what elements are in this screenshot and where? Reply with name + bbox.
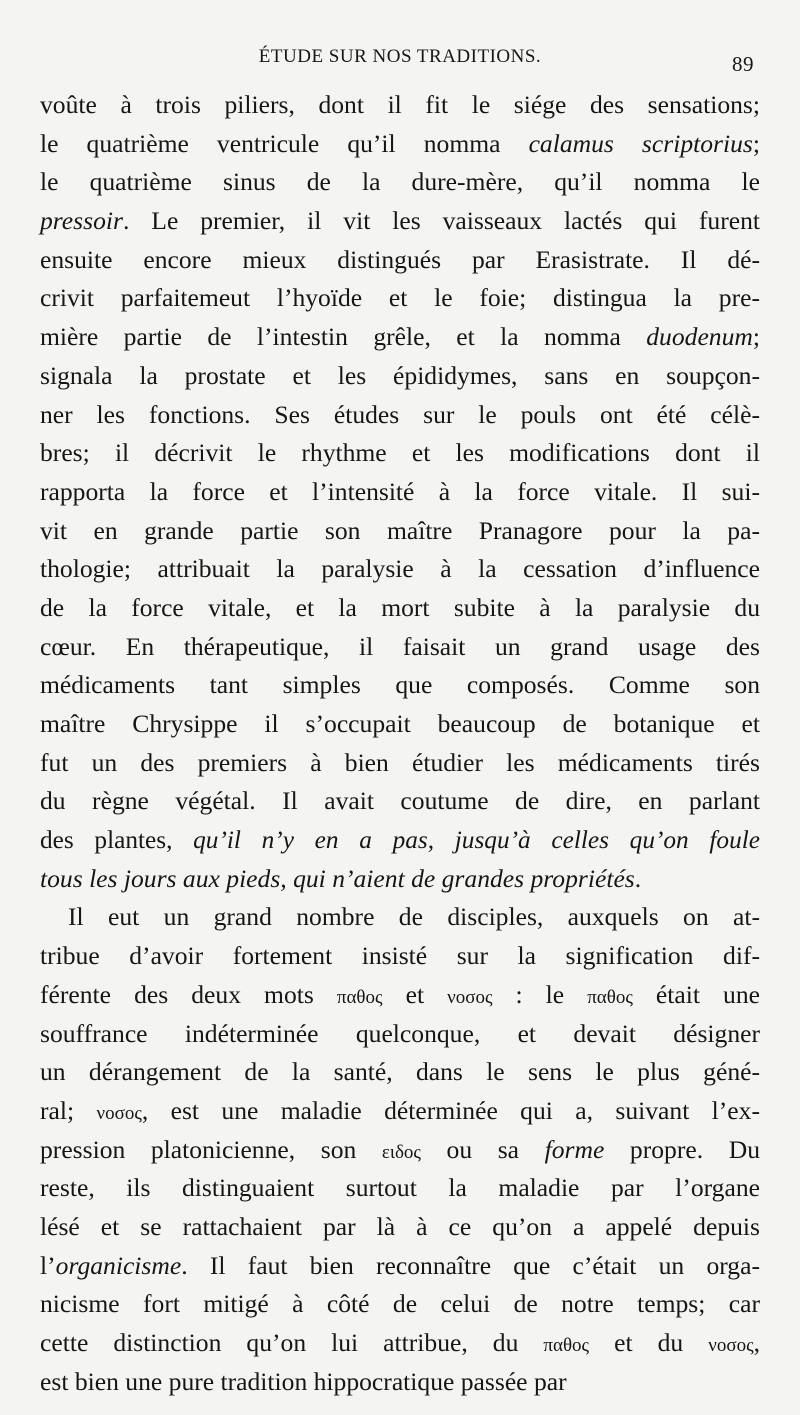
greek-word: ειδος xyxy=(381,1141,421,1163)
italic-text: pressoir xyxy=(40,206,123,236)
text-segment: cette distinction qu’on lui attribue, du xyxy=(40,1328,544,1357)
greek-word: νοσος xyxy=(708,1335,754,1356)
text-line xyxy=(40,1363,760,1402)
greek-word: νοσος xyxy=(447,986,493,1008)
text-segment: : le xyxy=(492,979,588,1009)
text-segment: crivit parfaitemeut l’hyoïde et le foie; distingua la pre- xyxy=(40,283,760,313)
text-line xyxy=(40,550,760,589)
text-line xyxy=(40,744,760,783)
running-title: ÉTUDE SUR NOS TRADITIONS. xyxy=(258,46,542,67)
text-line xyxy=(40,589,760,628)
text-segment: le quatrième ventricule qu’il nomma xyxy=(40,128,529,158)
body-text xyxy=(40,86,760,1401)
text-line xyxy=(40,434,760,473)
text-line xyxy=(40,396,760,435)
text-segment: des plantes, xyxy=(40,826,194,855)
text-segment: ; xyxy=(752,322,760,352)
text-line xyxy=(40,1285,760,1324)
text-segment: fut un des premiers à bien étudier les médicaments tirés xyxy=(40,747,760,777)
text-segment: tribue d’avoir fortement insisté sur la signification dif- xyxy=(40,941,760,971)
text-segment: médicaments tant simples que composés. Comme son xyxy=(40,670,760,700)
greek-word: παθος xyxy=(336,986,383,1008)
text-segment: lésé et se rattachaient par là à ce qu’on a appelé depuis xyxy=(40,1211,760,1241)
text-line xyxy=(40,202,760,241)
text-segment: vit en grande partie son maître Pranagore pour la pa- xyxy=(40,515,760,545)
text-line xyxy=(40,125,760,164)
text-segment: ; xyxy=(752,128,760,158)
greek-word: παθος xyxy=(587,986,633,1008)
text-segment: cœur. En thérapeutique, il faisait un grand usage des xyxy=(40,631,760,661)
text-line xyxy=(40,163,760,202)
text-segment: souffrance indéterminée quelconque, et devait désigner xyxy=(40,1018,760,1048)
italic-text: duodenum xyxy=(646,322,753,352)
text-line xyxy=(40,1324,760,1363)
text-segment: le quatrième sinus de la dure-mère, qu’il nomma le xyxy=(40,167,760,197)
text-segment: un dérangement de la santé, dans le sens le plus géné- xyxy=(40,1057,760,1087)
text-segment: ner les fonctions. Ses études sur le pouls ont été célè- xyxy=(40,399,760,429)
greek-word: παθος xyxy=(543,1335,590,1356)
text-line xyxy=(40,860,760,899)
text-segment: était une xyxy=(632,979,760,1009)
text-segment: Il eut un grand nombre de disciples, auxquels on at- xyxy=(68,902,760,932)
text-line xyxy=(40,473,760,512)
text-segment: voûte à trois piliers, dont il fit le siége des sensations; xyxy=(40,90,760,119)
text-segment: est bien une pure tradition hippocratique passée par xyxy=(40,1366,567,1396)
text-segment: mière partie de l’intestin grêle, et la nomma xyxy=(40,322,647,352)
text-line xyxy=(40,241,760,280)
text-segment: . Le premier, il vit les vaisseaux lactés qui furent xyxy=(122,206,760,236)
greek-word: νοσος xyxy=(96,1102,142,1124)
text-line xyxy=(40,937,760,976)
text-segment: maître Chrysippe il s’occupait beaucoup de botanique et xyxy=(40,709,760,738)
text-segment: . xyxy=(634,863,642,893)
text-segment: nicisme fort mitigé à côté de celui de notre temps; car xyxy=(40,1289,760,1319)
italic-text: calamus scriptorius xyxy=(528,128,753,158)
running-head xyxy=(38,44,762,76)
italic-text: organicisme xyxy=(55,1250,182,1280)
text-line xyxy=(40,318,760,357)
text-line xyxy=(40,1053,760,1092)
text-segment: reste, ils distinguaient surtout la maladie par l’organe xyxy=(40,1173,760,1203)
text-segment: ou sa xyxy=(420,1134,545,1164)
text-segment: du règne végétal. Il avait coutume de dire, en parlant xyxy=(40,786,760,816)
text-segment: pression platonicienne, son xyxy=(40,1134,382,1164)
italic-text: tous les jours aux pieds, qui n’aient de grandes propriétés xyxy=(40,863,635,893)
text-line xyxy=(40,1131,760,1170)
text-line xyxy=(40,1169,760,1208)
text-segment: férente des deux mots xyxy=(40,979,337,1009)
text-segment: thologie; attribuait la paralysie à la cessation d’influence xyxy=(40,554,760,584)
text-line xyxy=(40,512,760,551)
text-line xyxy=(40,898,760,937)
text-line xyxy=(40,279,760,318)
text-segment: rapporta la force et l’intensité à la force vitale. Il sui- xyxy=(40,476,760,506)
text-segment: et du xyxy=(589,1328,709,1357)
text-line xyxy=(40,628,760,667)
text-segment: bres; il décrivit le rhythme et les modifications dont il xyxy=(40,438,760,468)
text-line xyxy=(40,1208,760,1247)
text-line xyxy=(40,86,760,125)
text-segment: . Il faut bien reconnaître que c’était un orga- xyxy=(181,1250,760,1280)
text-line xyxy=(40,976,760,1015)
text-segment: ral; xyxy=(40,1095,97,1125)
text-line xyxy=(40,782,760,821)
text-line xyxy=(40,1092,760,1131)
text-segment: de la force vitale, et la mort subite à la paralysie du xyxy=(40,592,760,622)
text-segment: et xyxy=(382,979,448,1009)
text-segment: ensuite encore mieux distingués par Erasistrate. Il dé- xyxy=(40,244,760,274)
text-segment: l’ xyxy=(40,1250,56,1280)
text-line xyxy=(40,357,760,396)
text-segment: , est une maladie déterminée qui a, suivant l’ex- xyxy=(141,1095,760,1125)
text-line xyxy=(40,821,760,860)
text-line xyxy=(40,1247,760,1286)
text-line xyxy=(40,705,760,744)
text-line xyxy=(40,666,760,705)
text-segment: signala la prostate et les épididymes, sans en soupçon- xyxy=(40,360,760,390)
page-number: 89 xyxy=(732,52,754,76)
italic-text: qu’il n’y en a pas, jusqu’à celles qu’on foule xyxy=(193,826,760,855)
text-line xyxy=(40,1015,760,1054)
italic-text: forme xyxy=(544,1134,605,1164)
text-segment: , xyxy=(753,1328,760,1357)
text-segment: propre. Du xyxy=(604,1134,760,1164)
